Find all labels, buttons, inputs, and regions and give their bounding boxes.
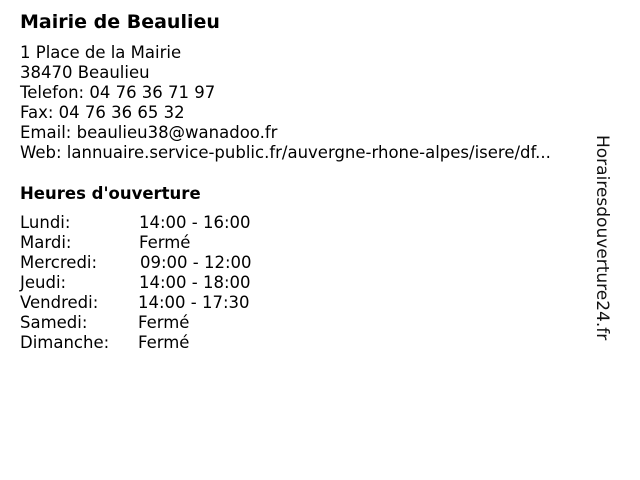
hours-heading: Heures d'ouverture [20, 184, 201, 203]
email-label: Email: [20, 123, 72, 142]
day-label: Jeudi: [20, 273, 67, 292]
time-value: Fermé [139, 233, 191, 252]
brand-watermark: Horairesdouverture24.fr [592, 135, 612, 341]
time-value: 14:00 - 18:00 [139, 273, 251, 292]
day-label: Vendredi: [20, 293, 99, 312]
email-row [20, 123, 551, 143]
web-row [20, 143, 551, 163]
address-line-1: 1 Place de la Mairie [20, 43, 182, 62]
email-link[interactable]: beaulieu38@wanadoo.fr [76, 123, 278, 142]
time-value: Fermé [138, 333, 190, 352]
web-label: Web: [20, 143, 62, 162]
address-line-2: 38470 Beaulieu [20, 63, 150, 82]
time-value: 14:00 - 16:00 [139, 213, 251, 232]
day-label: Lundi: [20, 213, 71, 232]
web-link[interactable]: lannuaire.service-public.fr/auvergne-rhone-alpes/isere/df... [66, 143, 551, 162]
time-value: 14:00 - 17:30 [138, 293, 250, 312]
day-label: Mercredi: [20, 253, 98, 272]
time-value: 09:00 - 12:00 [140, 253, 252, 272]
page-title: Mairie de Beaulieu [20, 11, 220, 33]
fax-number: Fax: 04 76 36 65 32 [20, 103, 185, 122]
phone-number[interactable]: Telefon: 04 76 36 71 97 [20, 83, 216, 102]
contact-block [20, 43, 551, 163]
day-label: Dimanche: [20, 333, 110, 352]
time-value: Fermé [138, 313, 190, 332]
day-label: Samedi: [20, 313, 88, 332]
day-label: Mardi: [20, 233, 72, 252]
